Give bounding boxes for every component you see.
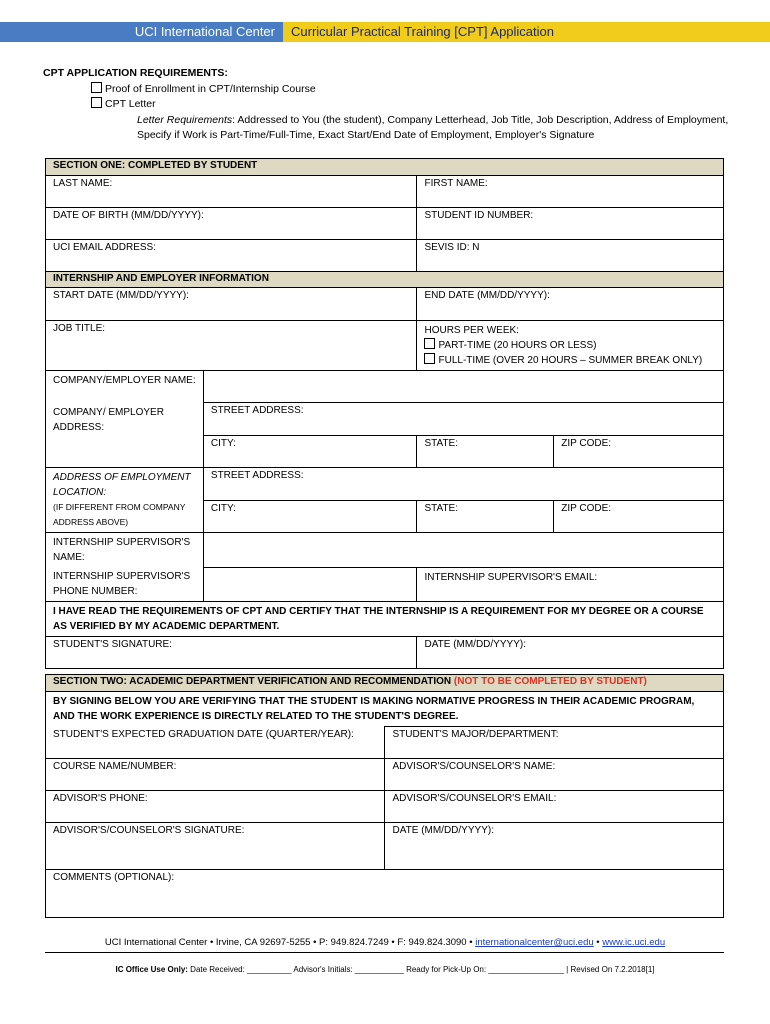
student-date-field[interactable]: DATE (MM/DD/YYYY): xyxy=(417,637,724,669)
checkbox-letter[interactable] xyxy=(91,97,102,108)
banner-org: UCI International Center xyxy=(0,22,283,42)
dob-field[interactable]: DATE OF BIRTH (MM/DD/YYYY): xyxy=(46,208,417,240)
advisor-phone-field[interactable]: ADVISOR'S PHONE: xyxy=(46,791,385,823)
start-date-field[interactable]: START DATE (MM/DD/YYYY): xyxy=(46,288,417,321)
student-id-field[interactable]: STUDENT ID NUMBER: xyxy=(417,208,724,240)
letter-req-text: : Addressed to You (the student), Company Letterhead, Job Title, Job Description, Address of Employment, Specify if Work is Part-Time/Full-Time, Exact Start/End Date of Employment, Employer's Signature xyxy=(137,113,729,141)
if-different-note: (IF DIFFERENT FROM COMPANY ADDRESS ABOVE) xyxy=(53,502,186,527)
email-field[interactable]: UCI EMAIL ADDRESS: xyxy=(46,240,417,272)
banner-title: Curricular Practical Training [CPT] Application xyxy=(283,22,770,42)
section-two-title-text: SECTION TWO: ACADEMIC DEPARTMENT VERIFICATION AND RECOMMENDATION xyxy=(53,676,454,687)
advisor-date-field[interactable]: DATE (MM/DD/YYYY): xyxy=(385,823,724,870)
section-one-title: SECTION ONE: COMPLETED BY STUDENT xyxy=(46,159,724,176)
footer-separator: • xyxy=(593,937,603,948)
supervisor-phone-field[interactable] xyxy=(203,567,417,602)
last-name-field[interactable]: LAST NAME: xyxy=(46,176,417,208)
sevis-field[interactable]: SEVIS ID: N xyxy=(417,240,724,272)
internship-title: INTERNSHIP AND EMPLOYER INFORMATION xyxy=(46,272,724,288)
requirement-letter: CPT Letter xyxy=(105,98,156,110)
student-signature-field[interactable]: STUDENT'S SIGNATURE: xyxy=(46,637,417,669)
company-state-field[interactable]: STATE: xyxy=(417,436,554,468)
checkbox-part-time[interactable] xyxy=(424,338,435,349)
office-use-footer xyxy=(0,965,770,974)
section-one-table xyxy=(45,158,724,669)
office-use-fields: Date Received: __________ Advisor's Initials: ___________ Ready for Pick-Up On: _________________ | Revised On 7.2.2018[1] xyxy=(187,965,655,974)
first-name-field[interactable]: FIRST NAME: xyxy=(417,176,724,208)
requirements xyxy=(43,66,737,144)
certify-statement: I HAVE READ THE REQUIREMENTS OF CPT AND CERTIFY THAT THE INTERNSHIP IS A REQUIREMENT FOR MY DEGREE OR A COURSE AS VERIFIED BY MY ACADEMIC DEPARTMENT. xyxy=(46,602,724,637)
section-two-title xyxy=(46,675,724,692)
full-time-label: FULL-TIME (OVER 20 HOURS – SUMMER BREAK ONLY) xyxy=(438,355,703,366)
company-city-field[interactable]: CITY: xyxy=(203,436,417,468)
job-title-field[interactable]: JOB TITLE: xyxy=(46,321,417,371)
advisor-name-field[interactable]: ADVISOR'S/COUNSELOR'S NAME: xyxy=(385,759,724,791)
website-link[interactable]: www.ic.uci.edu xyxy=(602,937,666,948)
employment-street-field[interactable]: STREET ADDRESS: xyxy=(203,468,723,501)
end-date-field[interactable]: END DATE (MM/DD/YYYY): xyxy=(417,288,724,321)
verification-statement: BY SIGNING BELOW YOU ARE VERIFYING THAT THE STUDENT IS MAKING NORMATIVE PROGRESS IN THEIR ACADEMIC PROGRAM, AND THE WORK EXPERIENCE IS DIRECTLY RELATED TO THE STUDENT'S DEGREE. xyxy=(46,692,724,727)
contact-footer xyxy=(0,937,770,948)
company-street-field[interactable]: STREET ADDRESS: xyxy=(203,403,723,436)
hours-label: HOURS PER WEEK: xyxy=(424,325,519,336)
requirement-enrollment: Proof of Enrollment in CPT/Internship Course xyxy=(105,82,316,95)
supervisor-phone-label: INTERNSHIP SUPERVISOR'S PHONE NUMBER: xyxy=(46,567,204,602)
supervisor-name-label: INTERNSHIP SUPERVISOR'S NAME: xyxy=(46,533,204,568)
advisor-signature-field[interactable]: ADVISOR'S/COUNSELOR'S SIGNATURE: xyxy=(46,823,385,870)
section-two-table xyxy=(45,674,724,918)
hours-per-week xyxy=(417,321,724,371)
checkbox-enrollment[interactable] xyxy=(91,82,102,93)
header-banner xyxy=(0,22,770,42)
contact-info: UCI International Center • Irvine, CA 92697-5255 • P: 949.824.7249 • F: 949.824.3090 • xyxy=(104,937,476,948)
major-field[interactable]: STUDENT'S MAJOR/DEPARTMENT: xyxy=(385,727,724,759)
supervisor-name-field[interactable] xyxy=(203,533,723,568)
section-two-warning: (NOT TO BE COMPLETED BY STUDENT) xyxy=(453,676,647,687)
company-zip-field[interactable]: ZIP CODE: xyxy=(554,436,724,468)
advisor-email-field[interactable]: ADVISOR'S/COUNSELOR'S EMAIL: xyxy=(385,791,724,823)
employment-city-field[interactable]: CITY: xyxy=(203,500,417,533)
company-name-label: COMPANY/EMPLOYER NAME: xyxy=(46,371,204,403)
requirements-heading: CPT APPLICATION REQUIREMENTS: xyxy=(43,67,228,79)
employment-location-label xyxy=(46,468,204,533)
supervisor-email-field[interactable]: INTERNSHIP SUPERVISOR'S EMAIL: xyxy=(417,567,724,602)
letter-req-label: Letter Requirements xyxy=(137,113,233,126)
employment-state-field[interactable]: STATE: xyxy=(417,500,554,533)
company-address-label: COMPANY/ EMPLOYER ADDRESS: xyxy=(46,403,204,468)
office-use-label: IC Office Use Only: xyxy=(115,965,188,974)
course-field[interactable]: COURSE NAME/NUMBER: xyxy=(46,759,385,791)
grad-date-field[interactable]: STUDENT'S EXPECTED GRADUATION DATE (QUARTER/YEAR): xyxy=(46,727,385,759)
email-link[interactable]: internationalcenter@uci.edu xyxy=(475,937,594,948)
part-time-label: PART-TIME (20 HOURS OR LESS) xyxy=(438,340,597,351)
employment-zip-field[interactable]: ZIP CODE: xyxy=(554,500,724,533)
company-name-field[interactable] xyxy=(203,371,723,403)
employment-location-text: ADDRESS OF EMPLOYMENT LOCATION: xyxy=(53,472,191,498)
footer-divider xyxy=(45,952,724,953)
checkbox-full-time[interactable] xyxy=(424,353,435,364)
comments-field[interactable]: COMMENTS (OPTIONAL): xyxy=(46,870,724,918)
